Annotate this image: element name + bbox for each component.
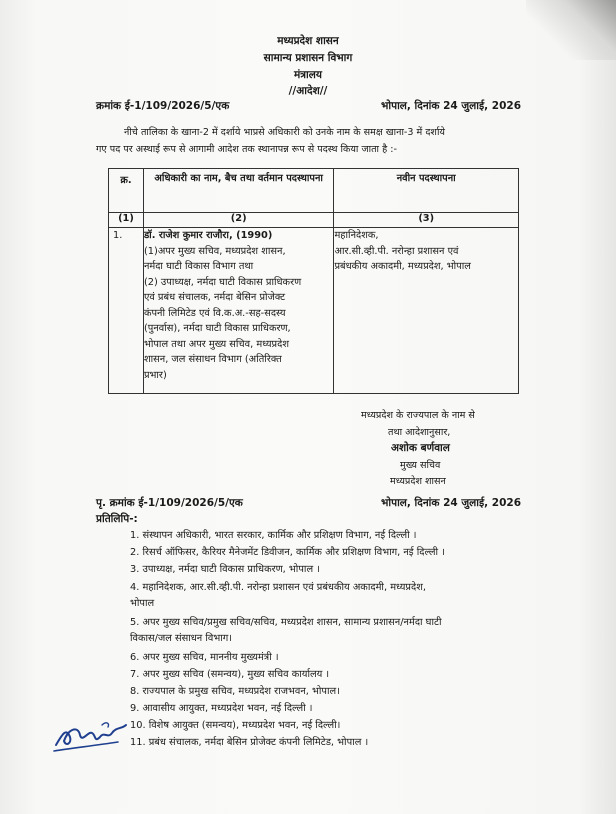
posting-table (108, 168, 519, 394)
header-department: सामान्य प्रशासन विभाग (263, 52, 353, 64)
endorsement-place-date: भोपाल, दिनांक 24 जुलाई, 2026 (381, 497, 522, 509)
table-row (109, 228, 519, 394)
authority-line-1: मध्यप्रदेश के राज्यपाल के नाम से (361, 410, 475, 421)
table-header-row (109, 169, 519, 213)
signatory-name: अशोक बर्णवाल (391, 442, 450, 454)
current-posting-line: एवं प्रबंध संचालक, नर्मदा बेसिन प्रोजेक्ट (143, 292, 286, 303)
new-posting-line: प्रबंधकीय अकादमी, मध्यप्रदेश, भोपाल (334, 261, 471, 272)
copy-list-item: 5. अपर मुख्य सचिव/प्रमुख सचिव/सचिव, मध्यप्रदेश शासन, सामान्य प्रशासन/नर्मदा घाटी (130, 617, 442, 628)
copy-list-item: 3. उपाध्यक्ष, नर्मदा घाटी विकास प्राधिकरण, भोपाल । (130, 564, 320, 575)
header-serial: क्र. (109, 169, 144, 213)
current-posting-line: नर्मदा घाटी विकास विभाग तथा (143, 261, 254, 272)
row-serial-text: 1. (113, 230, 123, 241)
order-number: क्रमांक ई-1/109/2026/5/एक (96, 100, 230, 112)
copy-list-item: 7. अपर मुख्य सचिव (समन्वय), मुख्य सचिव कार्यालय । (130, 669, 330, 680)
intro-line-2: गए पद पर अस्थाई रूप से आगामी आदेश तक स्थानापन्न रूप से पदस्थ किया जाता है :- (96, 144, 397, 155)
officer-name: डॉ. राजेश कुमार राजौरा, (1990) (143, 230, 273, 241)
authority-line-2: तथा आदेशानुसार, (388, 427, 451, 438)
copy-list-item: 1. संस्थापन अधिकारी, भारत सरकार, कार्मिक और प्रशिक्षण विभाग, नई दिल्ली । (130, 530, 417, 541)
current-posting-line: (1)अपर मुख्य सचिव, मध्यप्रदेश शासन, (143, 245, 286, 257)
header-officer: अधिकारी का नाम, बैच तथा वर्तमान पदस्थापना (143, 169, 334, 213)
header-govt: मध्यप्रदेश शासन (277, 35, 339, 47)
copy-heading: प्रतिलिपि-: (96, 513, 138, 525)
row-new-posting-cell (334, 228, 519, 394)
copy-list-item: 10. विशेष आयुक्त (समन्वय), मध्यप्रदेश भवन, नई दिल्ली। (130, 720, 341, 731)
new-posting-line: महानिदेशक, (334, 230, 379, 241)
copy-list-item: भोपाल (130, 598, 155, 609)
current-posting-line: (पुनर्वास), नर्मदा घाटी विकास प्राधिकरण, (143, 323, 291, 334)
copy-list-item: विकास/जल संसाधन विभाग। (130, 633, 232, 644)
col-number-2: (2) (143, 213, 334, 228)
col-number-1: (1) (109, 213, 144, 228)
header-new-posting: नवीन पदस्थापना (334, 169, 519, 213)
row-serial (109, 228, 144, 394)
current-posting-line: कंपनी लिमिटेड एवं वि.क.अ.-सह-सदस्य (143, 307, 286, 319)
table-number-row (109, 213, 519, 228)
copy-list-item: 4. महानिदेशक, आर.सी.व्ही.पी. नरोन्हा प्रशासन एवं प्रबंधकीय अकादमी, मध्यप्रदेश, (130, 582, 426, 593)
signatory-office: मध्यप्रदेश शासन (390, 476, 446, 487)
order-place-date: भोपाल, दिनांक 24 जुलाई, 2026 (381, 100, 522, 112)
copy-list-item: 2. रिसर्च ऑफिसर, कैरियर मैनेजमेंट डिवीजन, कार्मिक और प्रशिक्षण विभाग, नई दिल्ली । (130, 547, 445, 558)
intro-line-1: नीचे तालिका के खाना-2 में दर्शाये भाप्रसे अधिकारी को उनके नाम के समक्ष खाना-3 में दर्शाये (124, 127, 445, 138)
current-posting-line: प्रभार) (143, 369, 167, 381)
current-posting-line: (2) उपाध्यक्ष, नर्मदा घाटी विकास प्राधिकरण (143, 276, 302, 288)
current-posting-line: शासन, जल संसाधन विभाग (अतिरिक्त (143, 354, 282, 365)
copy-list-item: 11. प्रबंध संचालक, नर्मदा बेसिन प्रोजेक्ट कंपनी लिमिटेड, भोपाल । (130, 737, 369, 748)
signatory-designation: मुख्य सचिव (400, 460, 441, 471)
copy-list-item: 8. राज्यपाल के प्रमुख सचिव, मध्यप्रदेश राजभवन, भोपाल। (130, 686, 340, 697)
new-posting-line: आर.सी.व्ही.पी. नरोन्हा प्रशासन एवं (334, 245, 459, 257)
copy-list-item: 6. अपर मुख्य सचिव, माननीय मुख्यमंत्री । (130, 652, 279, 663)
current-posting-line: भोपाल तथा अपर मुख्य सचिव, मध्यप्रदेश (143, 338, 289, 350)
header-order-title: //आदेश// (288, 85, 328, 97)
copy-list-item: 9. आवासीय आयुक्त, मध्यप्रदेश भवन, नई दिल्ली । (130, 703, 313, 714)
header-ministry: मंत्रालय (293, 69, 322, 81)
col-number-3: (3) (334, 213, 519, 228)
endorsement-number: पृ. क्रमांक ई-1/109/2026/5/एक (96, 497, 243, 509)
handwritten-signature (52, 715, 132, 755)
row-officer-cell (143, 228, 334, 394)
